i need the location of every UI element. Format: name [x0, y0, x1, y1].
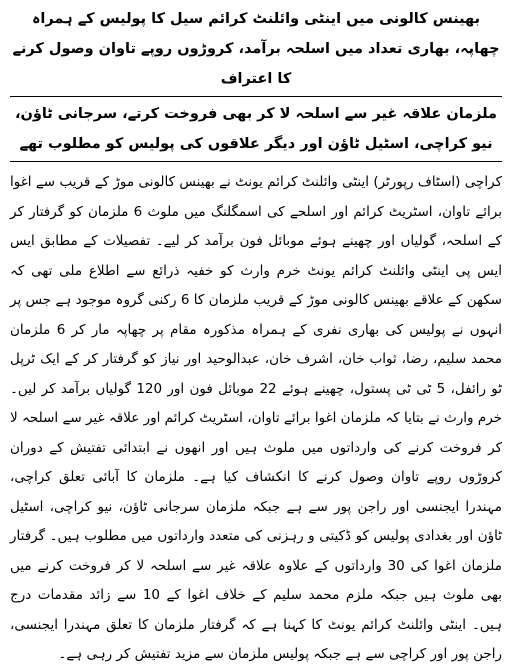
article-body: کراچی (اسٹاف رپورٹر) اینٹی وائلنٹ کرائم یونٹ نے بھینس کالونی موڑ کے قریب سے اغوا برائے تاوان، اسٹریٹ کرائم اور اسلحے کی اسمگلنگ میں ملوث 6 ملزمان کو گرفتار کر کے اسلحہ، گولیاں اور چھینے ہوئے موبائل فون برآمد کر لیے۔ تفصیلات کے مطابق ایس ایس پی اینٹی وائلنٹ کرائم یونٹ خرم وارث کو خفیہ ذرائع سے اطلاع ملی تھی کہ سکھن کے علاقے بھینس کالونی موڑ کے قریب ملزمان کا 6 رکنی گروہ موجود ہے جس پر انہوں نے پولیس کی بھاری نفری کے ہمراہ مذکورہ مقام پر چھاپہ مار کر 6 ملزمان محمد سلیم، رضا، ثواب خان، اشرف خان، عبدالوحید اور نیاز کو گرفتار کر کے ایک ٹرپل ٹو رائفل، 5 ٹی ٹی پستول، چھینے ہوئے 22 موبائل فون اور 120 گولیاں برآمد کر لیں۔ خرم وارث نے بتایا کہ ملزمان اغوا برائے تاوان، اسٹریٹ کرائم اور علاقہ غیر سے اسلحہ لا کر فروخت کرنے کی وارداتوں میں ملوث ہیں اور انھوں نے ابتدائی تفتیش کے دوران کروڑوں روپے تاوان وصول کرنے کا انکشاف کیا ہے۔ ملزمان کا آبائی تعلق کراچی، مہندرا ایجنسی اور راجن پور سے ہے جبکہ ملزمان سرجانی ٹاؤن، نیو کراچی، اسٹیل ٹاؤن اور بغدادی پولیس کو ڈکیتی و رہزنی کی متعدد وارداتوں میں مطلوب ہیں۔ گرفتار ملزمان اغوا کی 30 وارداتوں کے علاوہ علاقہ غیر سے اسلحہ لا کر فروخت کرنے میں بھی ملوث ہیں جبکہ ملزم محمد سلیم کے خلاف اغوا کے 10 سے زائد مقدمات درج ہیں۔ اینٹی وائلنٹ کرائم یونٹ کا کہنا ہے کہ گرفتار ملزمان کا تعلق مہندرا ایجنسی، راجن پور اور کراچی سے ہے جبکہ پولیس ملزمان سے مزید تفتیش کر رہی ہے۔ — [10, 174, 503, 662]
subheadline: ملزمان علاقہ غیر سے اسلحہ لا کر بھی فروخت کرتے، سرجانی ٹاؤن، نیو کراچی، اسٹیل ٹاؤن اور دیگر علاقوں کی پولیس کو مطلوب تھے — [14, 106, 498, 152]
headline: بھینس کالونی میں اینٹی وائلنٹ کرائم سیل کا پولیس کے ہمراہ چھاپہ، بھاری تعداد میں اسلحہ برآمد، کروڑوں روپے تاوان وصول کرنے کا اعتراف — [12, 11, 500, 87]
divider-rule — [10, 161, 502, 162]
divider-rule — [10, 96, 502, 97]
